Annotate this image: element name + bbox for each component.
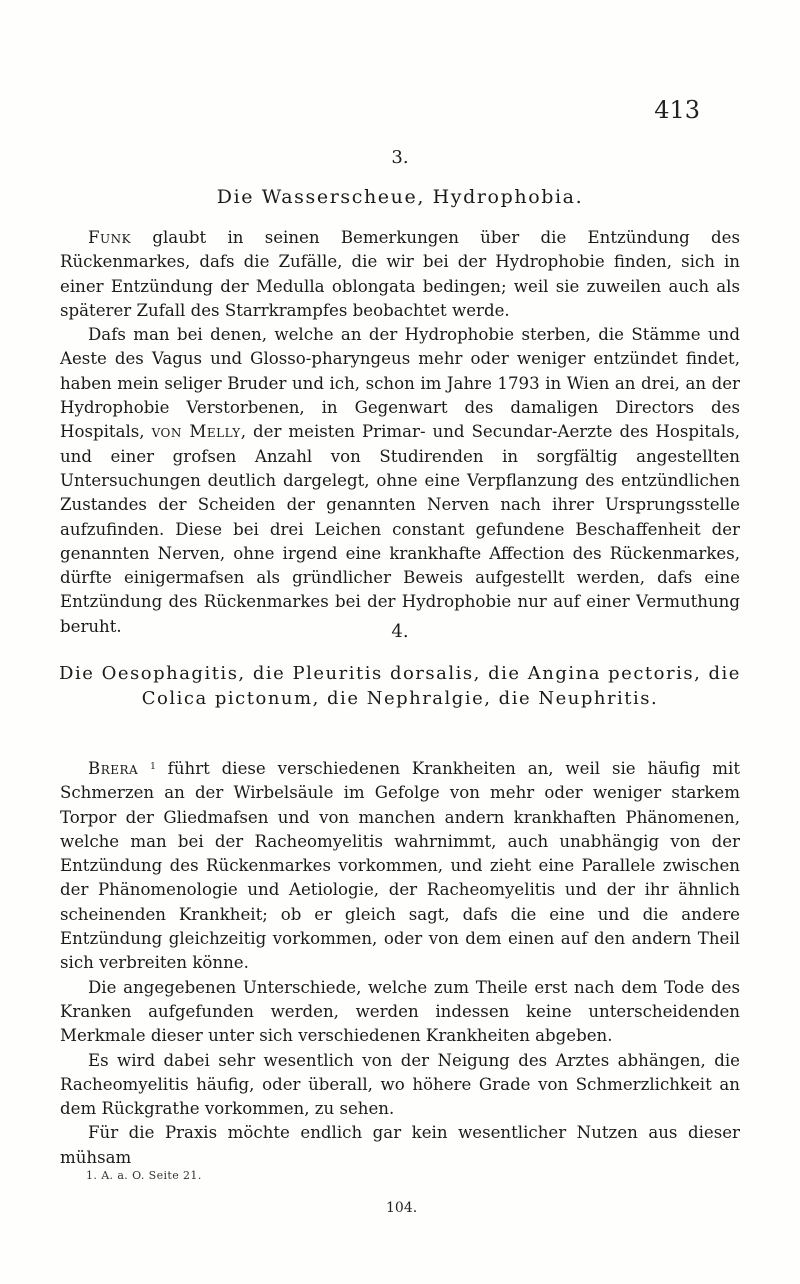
person-name: von Melly: [151, 422, 241, 442]
paragraph-text: glaubt in seinen Bemerkungen über die Entzündung des Rückenmarkes, dafs die Zufälle, die wir bei der Hydrophobie finden, sich in einer Entzündung der Medulla oblongata bedingen; weil sie zuweilen auch als späterer Zufall des Starrkrampfes beobachtet werde.: [60, 228, 740, 320]
paragraph: [60, 226, 740, 323]
page-number: 413: [654, 96, 700, 124]
section-number-4: 4.: [391, 621, 409, 642]
footnote: 1. A. a. O. Seite 21.: [86, 1169, 202, 1182]
section-3-body: [60, 226, 740, 639]
paragraph: [60, 755, 740, 976]
author-name: Funk: [88, 228, 132, 247]
paragraph-text: führt diese verschiedenen Krankheiten an, weil sie häufig mit Schmerzen an der Wirbelsäule im Gefolge von mehr oder weniger starkem Torpor der Gliedmafsen und von manchen andern krankhaften Phänomenen, welche man bei der Racheomyelitis wahrnimmt, auch unabhängig von der Entzündung des Rückenmarkes vorkommen, und zieht eine Parallele zwischen der Phänomenologie und Aetiologie, der Racheomyelitis und der ihr ähnlich scheinenden Krankheit; ob er gleich sagt, dafs die eine und die andere Entzündung gleichzeitig vorkommen, oder von dem einen auf den andern Theil sich verbreiten könne.: [60, 759, 740, 973]
section-title-hydrophobia: Die Wasserscheue, Hydrophobia.: [216, 186, 584, 208]
signature-mark: 104.: [386, 1200, 418, 1216]
paragraph: [60, 323, 740, 639]
paragraph: Die angegebenen Unterschiede, welche zum Theile erst nach dem Tode des Kranken aufgefunden werden, werden indessen keine unterscheidenden Merkmale dieser unter sich verschiedenen Krankheiten abgeben.: [60, 977, 740, 1046]
paragraph: Es wird dabei sehr wesentlich von der Neigung des Arztes abhängen, die Racheomyelitis häufig, oder überall, wo höhere Grade von Schmerzlichkeit an dem Rückgrathe vorkommen, zu sehen.: [60, 1050, 740, 1119]
section-number-3: 3.: [391, 147, 409, 168]
section-title-oesophagitis: Die Oesophagitis, die Pleuritis dorsalis, die Angina pectoris, die Colica pictonum, die Nephralgie, die Neuphritis.: [59, 663, 741, 709]
author-name: Brera: [88, 759, 139, 778]
section-4-body: [60, 755, 740, 1170]
paragraph-text: , der meisten Primar- und Secundar-Aerzte des Hospitals, und einer grofsen Anzahl von Studirenden in sorgfältig angestellten Untersuchungen deutlich dargelegt, ohne eine Verpflanzung des entzündlichen Zustandes der Scheiden der genannten Nerven nach ihrer Ursprungsstelle aufzufinden. Diese bei drei Leichen constant gefundene Beschaffenheit der genannten Nerven, ohne irgend eine krankhafte Affection des Rückenmarkes, dürfte einigermafsen als gründlicher Beweis aufgestellt werden, dafs eine Entzündung des Rückenmarkes bei der Hydrophobie nur auf einer Vermuthung beruht.: [60, 422, 740, 636]
paragraph: Für die Praxis möchte endlich gar kein wesentlicher Nutzen aus dieser mühsam: [60, 1123, 740, 1167]
footnote-mark: 1: [150, 762, 156, 772]
paragraph-text: Dafs man bei denen, welche an der Hydrophobie sterben, die Stämme und Aeste des Vagus und Glosso-pharyngeus mehr oder weniger entzündet findet, haben mein seliger Bruder und ich, schon im Jahre 1793 in Wien an drei, an der Hydrophobie Verstorbenen, in Gegenwart des damaligen Directors des Hospitals,: [60, 325, 740, 442]
